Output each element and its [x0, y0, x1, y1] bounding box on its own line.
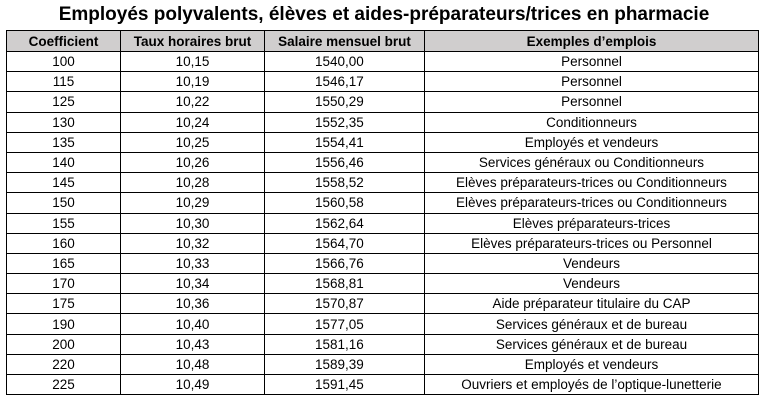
cell-coefficient: 100: [7, 52, 121, 72]
cell-taux-horaire: 10,30: [121, 213, 265, 233]
cell-coefficient: 125: [7, 92, 121, 112]
cell-exemple-emploi: Conditionneurs: [425, 112, 759, 132]
cell-exemple-emploi: Aide préparateur titulaire du CAP: [425, 294, 759, 314]
cell-exemple-emploi: Personnel: [425, 92, 759, 112]
table-row: [7, 72, 759, 92]
cell-salaire-mensuel: 1570,87: [265, 294, 425, 314]
header-row: [7, 31, 759, 52]
cell-salaire-mensuel: 1577,05: [265, 314, 425, 334]
cell-coefficient: 145: [7, 173, 121, 193]
table-row: [7, 274, 759, 294]
table-row: [7, 52, 759, 72]
cell-taux-horaire: 10,40: [121, 314, 265, 334]
table-body: [7, 52, 759, 395]
cell-taux-horaire: 10,15: [121, 52, 265, 72]
cell-taux-horaire: 10,32: [121, 233, 265, 253]
cell-taux-horaire: 10,36: [121, 294, 265, 314]
table-row: [7, 213, 759, 233]
table-row: [7, 253, 759, 273]
cell-taux-horaire: 10,43: [121, 334, 265, 354]
cell-taux-horaire: 10,19: [121, 72, 265, 92]
table-row: [7, 173, 759, 193]
cell-exemple-emploi: Services généraux et de bureau: [425, 314, 759, 334]
table-row: [7, 233, 759, 253]
cell-coefficient: 170: [7, 274, 121, 294]
cell-taux-horaire: 10,48: [121, 354, 265, 374]
cell-taux-horaire: 10,33: [121, 253, 265, 273]
cell-salaire-mensuel: 1562,64: [265, 213, 425, 233]
table-row: [7, 112, 759, 132]
cell-salaire-mensuel: 1566,76: [265, 253, 425, 273]
cell-salaire-mensuel: 1540,00: [265, 52, 425, 72]
cell-exemple-emploi: Elèves préparateurs-trices: [425, 213, 759, 233]
cell-salaire-mensuel: 1591,45: [265, 375, 425, 395]
header-taux-horaire: Taux horaires brut: [121, 31, 265, 52]
cell-exemple-emploi: Vendeurs: [425, 253, 759, 273]
table-row: [7, 334, 759, 354]
header-exemples-emplois: Exemples d’emplois: [425, 31, 759, 52]
table-row: [7, 92, 759, 112]
cell-exemple-emploi: Services généraux ou Conditionneurs: [425, 152, 759, 172]
cell-coefficient: 130: [7, 112, 121, 132]
cell-coefficient: 225: [7, 375, 121, 395]
cell-taux-horaire: 10,28: [121, 173, 265, 193]
header-coefficient: Coefficient: [7, 31, 121, 52]
table-row: [7, 152, 759, 172]
cell-salaire-mensuel: 1560,58: [265, 193, 425, 213]
cell-exemple-emploi: Employés et vendeurs: [425, 132, 759, 152]
cell-coefficient: 175: [7, 294, 121, 314]
table-title: Employés polyvalents, élèves et aides-préparateurs/trices en pharmacie: [58, 4, 710, 25]
cell-exemple-emploi: Personnel: [425, 72, 759, 92]
table-row: [7, 314, 759, 334]
cell-salaire-mensuel: 1589,39: [265, 354, 425, 374]
cell-taux-horaire: 10,24: [121, 112, 265, 132]
cell-taux-horaire: 10,26: [121, 152, 265, 172]
cell-coefficient: 155: [7, 213, 121, 233]
table-row: [7, 375, 759, 395]
cell-coefficient: 220: [7, 354, 121, 374]
header-salaire-mensuel: Salaire mensuel brut: [265, 31, 425, 52]
cell-salaire-mensuel: 1558,52: [265, 173, 425, 193]
cell-exemple-emploi: Elèves préparateurs-trices ou Conditionneurs: [425, 173, 759, 193]
cell-salaire-mensuel: 1554,41: [265, 132, 425, 152]
cell-coefficient: 165: [7, 253, 121, 273]
cell-taux-horaire: 10,29: [121, 193, 265, 213]
cell-exemple-emploi: Personnel: [425, 52, 759, 72]
table-row: [7, 354, 759, 374]
cell-salaire-mensuel: 1564,70: [265, 233, 425, 253]
cell-exemple-emploi: Services généraux et de bureau: [425, 334, 759, 354]
table-row: [7, 193, 759, 213]
cell-exemple-emploi: Elèves préparateurs-trices ou Conditionneurs: [425, 193, 759, 213]
cell-salaire-mensuel: 1568,81: [265, 274, 425, 294]
cell-exemple-emploi: Elèves préparateurs-trices ou Personnel: [425, 233, 759, 253]
cell-coefficient: 115: [7, 72, 121, 92]
cell-salaire-mensuel: 1581,16: [265, 334, 425, 354]
cell-exemple-emploi: Vendeurs: [425, 274, 759, 294]
cell-taux-horaire: 10,25: [121, 132, 265, 152]
table-row: [7, 294, 759, 314]
cell-coefficient: 190: [7, 314, 121, 334]
cell-salaire-mensuel: 1546,17: [265, 72, 425, 92]
table-row: [7, 132, 759, 152]
cell-salaire-mensuel: 1550,29: [265, 92, 425, 112]
cell-taux-horaire: 10,22: [121, 92, 265, 112]
cell-coefficient: 200: [7, 334, 121, 354]
cell-salaire-mensuel: 1556,46: [265, 152, 425, 172]
cell-salaire-mensuel: 1552,35: [265, 112, 425, 132]
cell-taux-horaire: 10,49: [121, 375, 265, 395]
cell-exemple-emploi: Employés et vendeurs: [425, 354, 759, 374]
cell-coefficient: 150: [7, 193, 121, 213]
cell-coefficient: 160: [7, 233, 121, 253]
cell-exemple-emploi: Ouvriers et employés de l’optique-lunetterie: [425, 375, 759, 395]
cell-coefficient: 140: [7, 152, 121, 172]
salary-table: [6, 30, 759, 395]
cell-taux-horaire: 10,34: [121, 274, 265, 294]
cell-coefficient: 135: [7, 132, 121, 152]
